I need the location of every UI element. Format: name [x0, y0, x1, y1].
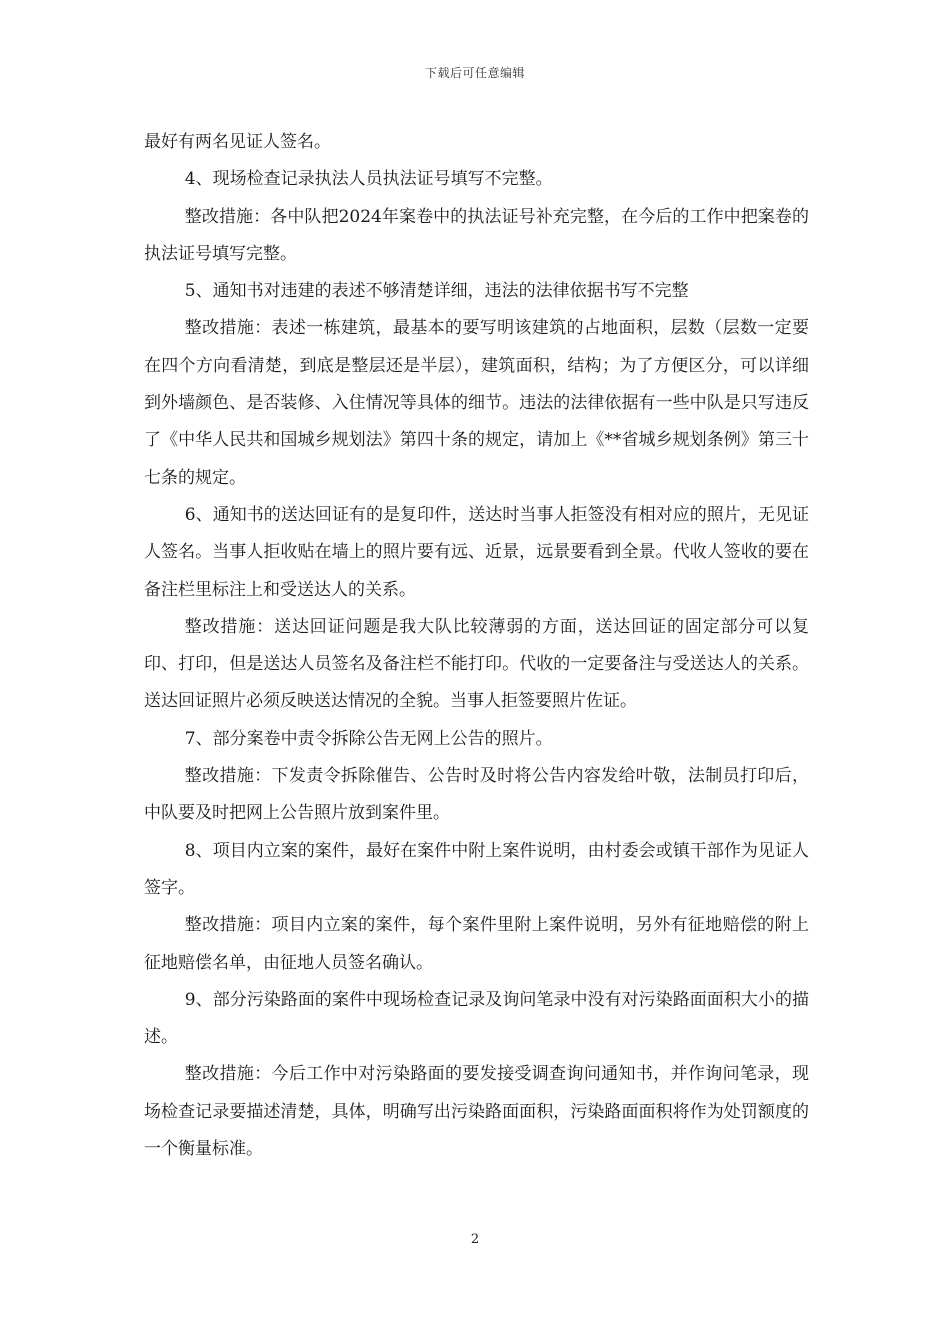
paragraph: 整改措施：表述一栋建筑，最基本的要写明该建筑的占地面积，层数（层数一定要在四个方向看清楚，到底是整层还是半层），建筑面积，结构；为了方便区分，可以详细到外墙颜色、是否装修、入住情况等具体的细节。违法的法律依据有一些中队是只写违反了《中华人民共和国城乡规划法》第四十条的规定，请加上《**省城乡规划条例》第三十七条的规定。 [144, 318, 809, 488]
paragraph: 7、部分案卷中责令拆除公告无网上公告的照片。 [184, 728, 553, 749]
document-body [144, 124, 809, 1168]
paragraph: 整改措施：下发责令拆除催告、公告时及时将公告内容发给叶敬，法制员打印后，中队要及时把网上公告照片放到案件里。 [144, 766, 809, 824]
page-number: 2 [470, 1232, 480, 1247]
paragraph: 9、部分污染路面的案件中现场检查记录及询问笔录中没有对污染路面面积大小的描述。 [144, 989, 809, 1048]
paragraph: 4、现场检查记录执法人员执法证号填写不完整。 [184, 169, 553, 190]
paragraph: 整改措施：各中队把2024年案卷中的执法证号补充完整，在今后的工作中把案卷的执法证号填写完整。 [144, 206, 809, 264]
paragraph: 最好有两名见证人签名。 [144, 132, 331, 152]
paragraph: 整改措施：送达回证问题是我大队比较薄弱的方面，送达回证的固定部分可以复印、打印，但是送达人员签名及备注栏不能打印。代收的一定要备注与受送达人的关系。送达回证照片必须反映送达情况的全貌。当事人拒签要照片佐证。 [144, 616, 809, 712]
paragraph: 8、项目内立案的案件，最好在案件中附上案件说明，由村委会或镇干部作为见证人签字。 [144, 840, 809, 898]
page-header: 下载后可任意编辑 [424, 66, 525, 80]
paragraph: 整改措施：项目内立案的案件，每个案件里附上案件说明，另外有征地赔偿的附上征地赔偿名单，由征地人员签名确认。 [144, 915, 809, 973]
paragraph: 6、通知书的送达回证有的是复印件，送达时当事人拒签没有相对应的照片，无见证人签名。当事人拒收贴在墙上的照片要有远、近景，远景要看到全景。代收人签收的要在备注栏里标注上和受送达人的关系。 [144, 504, 809, 600]
paragraph: 整改措施：今后工作中对污染路面的要发接受调查询问通知书，并作询问笔录，现场检查记录要描述清楚，具体，明确写出污染路面面积，污染路面面积将作为处罚额度的一个衡量标准。 [144, 1064, 809, 1160]
paragraph: 5、通知书对违建的表述不够清楚详细，违法的法律依据书写不完整 [184, 281, 689, 302]
